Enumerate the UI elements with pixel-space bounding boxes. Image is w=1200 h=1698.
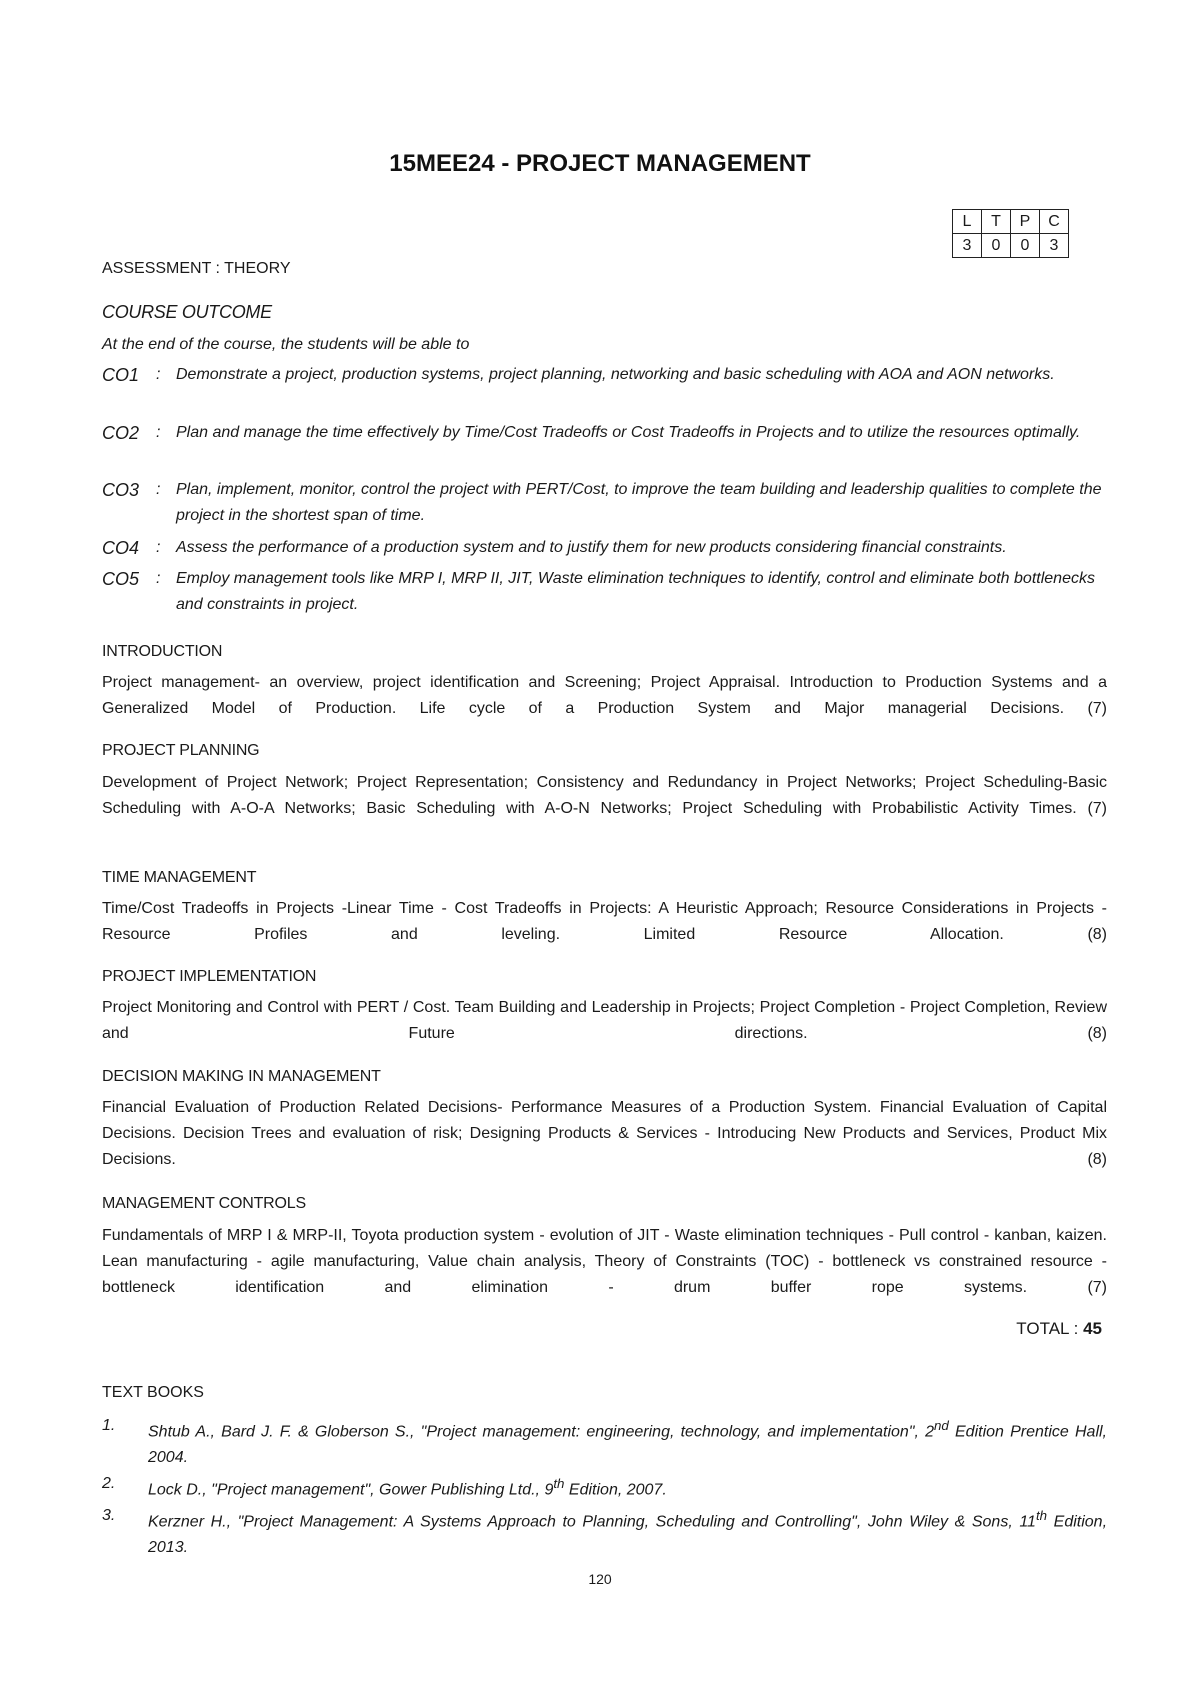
co-code: CO4 [102, 538, 140, 558]
co-colon: : [156, 481, 161, 498]
section-hours: (8) [1087, 1025, 1107, 1042]
co-colon: : [156, 570, 161, 587]
section-heading: PROJECT IMPLEMENTATION [102, 968, 317, 985]
section-body [102, 1223, 1107, 1301]
course-outcome-item [102, 535, 1107, 561]
book-number: 3. [102, 1507, 116, 1524]
ltpc-value-row [953, 234, 1069, 258]
text-book-item [102, 1413, 1107, 1471]
book-number: 2. [102, 1475, 116, 1492]
co-text: Plan, implement, monitor, control the project with PERT/Cost, to improve the team building and leadership qualities to complete the project in the shortest span of time. [176, 481, 1102, 524]
section-body [102, 1095, 1107, 1173]
co-colon: : [156, 424, 161, 441]
course-outcome-item [102, 566, 1107, 618]
book-citation: Lock D., "Project management", Gower Publishing Ltd., 9th Edition, 2007. [148, 1476, 667, 1499]
ltpc-value-p: 0 [1011, 234, 1040, 258]
course-outcome-item [102, 477, 1107, 529]
total-label: TOTAL : [1016, 1319, 1079, 1338]
co-code: CO3 [102, 480, 140, 500]
ltpc-value-t: 0 [982, 234, 1011, 258]
section-body [102, 770, 1107, 822]
assessment-label: ASSESSMENT : THEORY [102, 260, 291, 277]
section-text: Project Monitoring and Control with PERT / Cost. Team Building and Leadership in Projects; Project Completion - Project Completion, Review and Future directions. [102, 999, 1107, 1042]
ltpc-header-p: P [1011, 210, 1040, 234]
co-code: CO2 [102, 423, 140, 443]
ltpc-table [952, 209, 1069, 258]
section-text: Time/Cost Tradeoffs in Projects -Linear Time - Cost Tradeoffs in Projects: A Heuristic Approach; Resource Considerations in Projects - Resource Profiles and leveling. Limited Resource Allocation. [102, 900, 1107, 943]
section-text: Project management- an overview, project identification and Screening; Project Appraisal. Introduction to Production Systems and a Generalized Model of Production. Life cycle of a Production System and Major managerial Decisions. [102, 674, 1107, 717]
course-outcome-item [102, 420, 1107, 446]
section-hours: (8) [1087, 1151, 1107, 1168]
section-heading: MANAGEMENT CONTROLS [102, 1195, 306, 1212]
section-hours: (7) [1087, 700, 1107, 717]
book-citation: Kerzner H., "Project Management: A Systems Approach to Planning, Scheduling and Controlling", John Wiley & Sons, 11th Edition, 2013. [148, 1508, 1108, 1557]
book-number: 1. [102, 1417, 116, 1434]
course-outcome-intro: At the end of the course, the students will be able to [102, 336, 470, 353]
book-citation: Shtub A., Bard J. F. & Globerson S., "Project management: engineering, technology, and implementation", 2nd Edition Prentice Hall, 2004. [148, 1418, 1107, 1467]
ltpc-header-l: L [953, 210, 982, 234]
total-hours [1016, 1319, 1102, 1339]
co-text: Employ management tools like MRP I, MRP II, JIT, Waste elimination techniques to identify, control and eliminate both bottlenecks and constraints in project. [176, 570, 1095, 613]
ltpc-header-row [953, 210, 1069, 234]
section-heading: DECISION MAKING IN MANAGEMENT [102, 1068, 381, 1085]
ltpc-header-c: C [1040, 210, 1069, 234]
co-text: Assess the performance of a production system and to justify them for new products considering financial constraints. [176, 539, 1007, 556]
section-hours: (8) [1087, 926, 1107, 943]
page-title: 15MEE24 - PROJECT MANAGEMENT [389, 150, 811, 177]
section-heading: TIME MANAGEMENT [102, 869, 257, 886]
co-colon: : [156, 366, 161, 383]
co-text: Demonstrate a project, production systems, project planning, networking and basic scheduling with AOA and AON networks. [176, 366, 1055, 383]
ltpc-header-t: T [982, 210, 1011, 234]
co-colon: : [156, 539, 161, 556]
ltpc-value-c: 3 [1040, 234, 1069, 258]
co-code: CO1 [102, 365, 140, 385]
section-heading: INTRODUCTION [102, 643, 223, 660]
text-books-heading: TEXT BOOKS [102, 1384, 204, 1401]
co-code: CO5 [102, 569, 140, 589]
text-book-item [102, 1471, 1107, 1503]
section-hours: (7) [1087, 1279, 1108, 1296]
course-outcome-item [102, 362, 1107, 388]
section-text: Financial Evaluation of Production Related Decisions- Performance Measures of a Production System. Financial Evaluation of Capital Decisions. Decision Trees and evaluation of risk; Designing Products & Services - Introducing New Products and Services, Product Mix Decisions. [102, 1099, 1107, 1168]
section-body [102, 995, 1107, 1047]
section-text: Development of Project Network; Project Representation; Consistency and Redundancy in Project Networks; Project Scheduling-Basic Scheduling with A-O-A Networks; Basic Scheduling with A-O-N Networks; Project Scheduling with Probabilistic Activity Times. [102, 774, 1107, 817]
section-body [102, 670, 1107, 722]
section-text: Fundamentals of MRP I & MRP-II, Toyota production system - evolution of JIT - Waste elimination techniques - Pull control - kanban, kaizen. Lean manufacturing - agile manufacturing, Value chain analysis, Theory of Constraints (TOC) - bottleneck vs constrained resource - bottleneck identification and elimination - drum buffer rope systems. [102, 1227, 1107, 1296]
page-number: 120 [588, 1571, 612, 1587]
co-text: Plan and manage the time effectively by Time/Cost Tradeoffs or Cost Tradeoffs in Projects and to utilize the resources optimally. [176, 424, 1081, 441]
section-heading: PROJECT PLANNING [102, 742, 260, 759]
course-outcome-heading: COURSE OUTCOME [102, 302, 272, 322]
text-book-item [102, 1503, 1107, 1561]
total-value: 45 [1083, 1319, 1102, 1338]
section-hours: (7) [1087, 800, 1107, 817]
section-body [102, 896, 1107, 948]
ltpc-value-l: 3 [953, 234, 982, 258]
